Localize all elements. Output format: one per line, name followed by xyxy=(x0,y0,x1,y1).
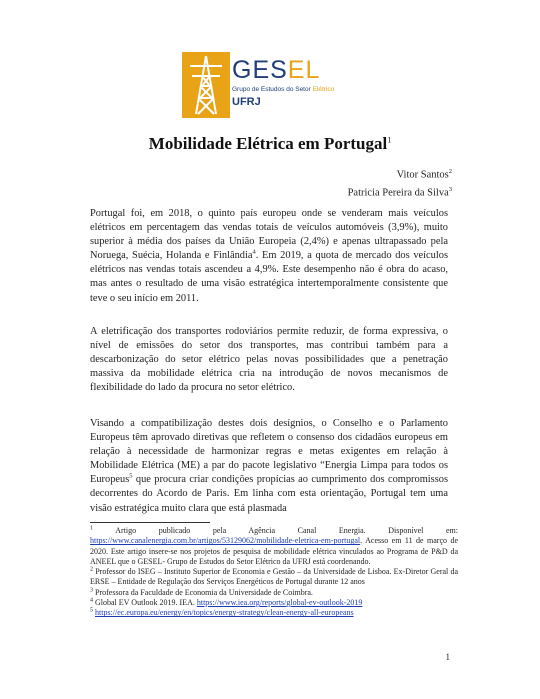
paragraph-3: Visando a compatibilização destes dois desígnios, o Conselho e o Parlamento Europeus têm aprovado diretivas que refletem o consenso dos cidadãos europeus em relação à necessidade de harmonizar regras e metas exigentes em relação à Mobilidade Elétrica (ME) a par do pacote legislativo “Energia Limpa para todos os Europeus$^5$ que procura criar condições propícias ao cumprimento dos compromissos decorrentes do Acordo de Paris. Em linha com esta orientação, Portugal tem uma visão estratégica muito clara que está plasmada xyxy=(90,418,448,514)
logo-subtitle: Grupo de Estudos do Setor Elétrico xyxy=(232,86,335,93)
page-number: 1 xyxy=(445,652,450,662)
footnote-5: $^5$ https://ec.europa.eu/energy/en/topics/energy-strategy/clean-energy-all-europeans xyxy=(90,607,354,618)
gesel-logo xyxy=(182,52,362,118)
logo-name: GESEL xyxy=(232,56,321,84)
page-title: Mobilidade Elétrica em Portugal$^1$ xyxy=(148,134,392,153)
footnote-2: $^2$ Professor do ISEG – Instituto Superior de Economia e Gestão – da Universidade de Lisboa. Ex-Diretor Geral da ERSE – Entidade de Regulação dos Serviços Energéticos de Portugal durante 12 anos xyxy=(90,566,458,587)
footnote-3: $^3$ Professora da Faculdade de Economia da Universidade de Coimbra. xyxy=(90,587,313,597)
author-1: Vitor Santos$^2$ xyxy=(396,168,452,181)
paragraph-2: A eletrificação dos transportes rodoviários permite reduzir, de forma expressiva, o nível de emissões do setor dos transportes, mas contribui também para a descarbonização do setor elétrico pelas novas possibilidades que a penetração massiva da mobilidade elétrica cria na introdução de novos mecanismos de flexibilidade do lado da procura no setor elétrico. xyxy=(90,326,448,394)
logo-university: UFRJ xyxy=(232,96,261,108)
footnote-1-link[interactable]: https://www.canalenergia.com.br/artigos/53129062/mobilidade-eletrica-em-portugal xyxy=(90,536,361,546)
footnote-1: $^1$ Artigo publicado pela Agência Canal Energia. Disponível em: https://www.canalenergia.com.br/artigos/53129062/mobilidade-eletrica-em-portugal. Acesso em 11 de março de 2020. Este artigo insere-se nos projetos de pesquisa de mobilidade elétrica vinculados ao Programa de P&D da ANEEL que o GESEL- Grupo de Estudos do Setor Elétrico da UFRJ está coordenando. xyxy=(90,525,458,566)
footnote-4: $^4$ Global EV Outlook 2019. IEA. https://www.iea.org/reports/global-ev-outlook-2019 xyxy=(90,597,363,608)
author-2: Patricia Pereira da Silva$^3$ xyxy=(347,186,452,199)
footnote-divider xyxy=(90,522,210,523)
title-footnote-ref: 1 xyxy=(387,135,392,145)
footnote-5-link[interactable]: https://ec.europa.eu/energy/en/topics/energy-strategy/clean-energy-all-europeans xyxy=(95,608,354,618)
paragraph-1: Portugal foi, em 2018, o quinto país europeu onde se venderam mais veículos elétricos em percentagem das vendas totais de veículos automóveis (3,9%), muito superior à média dos países da União Europeia (2,4%) e apenas ultrapassado pela Noruega, Suécia, Holanda e Finlândia$^4$. Em 2019, a quota de mercado dos veículos elétricos nas vendas totais ascendeu a 4,9%. Este desempenho não é obra do acaso, mas antes o resultado de uma visão estratégica intertemporalmente consistente que teve o seu início em 2011. xyxy=(90,208,448,304)
authors xyxy=(348,165,452,201)
footnote-4-link[interactable]: https://www.iea.org/reports/global-ev-outlook-2019 xyxy=(196,598,363,608)
footnotes xyxy=(90,526,458,619)
